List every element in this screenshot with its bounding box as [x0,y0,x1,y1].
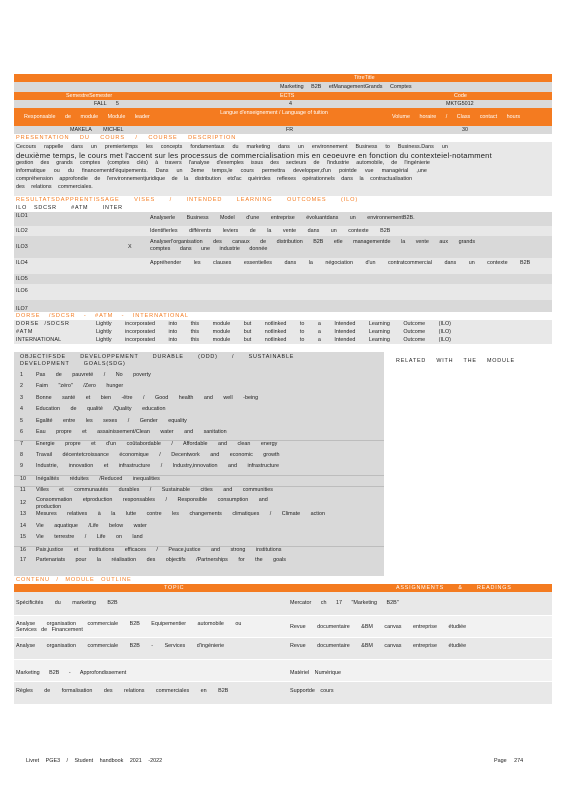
responsable-value-row [14,126,552,134]
code-label: Code [454,93,467,99]
responsable-value: MAKELA MICHEL [70,127,124,133]
ilo-col-label: ILO [16,205,28,211]
ilo-mark: X [128,244,132,250]
volume-value: 30 [462,127,468,133]
sdg-text: Vie terrestre / Life on land [36,534,143,541]
sdg-block [14,352,552,576]
content-topic: Analyse organisation commerciale B2B - Services d'ingénierie [16,643,225,649]
code-value: MKTG5012 [446,101,474,107]
sdg-goals-column [14,352,384,576]
content-topic: Marketing B2B - Approfondissement [16,670,127,676]
content-row [14,616,552,638]
presentation-line-2: deuxième temps, le cours met l'accent sur les processus de commercialisation mis en ceoeuvre en fonction du contexteiel-notamment [16,151,492,160]
sdg-number: 12 [20,500,26,507]
presentation-line-4: informatique ou du financementd'équipements. Dans un 3eme temps,le cours permettra developper,d'un pointde vue managérial ,une [16,168,427,174]
sdg-item [14,406,384,417]
header-top-spacer [14,66,552,74]
ilo-text: Appréhender les clauses essentielles dans la négociation d'un contratcommercial dans un contexte B2B [150,260,531,266]
sdg-text: Consommation etproduction responsables / Responsible consumption and [36,497,268,504]
dorse-text: Lightly incorporated into this module but notlinked to a Intended Learning Outcome (ILO) [96,321,451,327]
ilo-heading-row [14,196,552,204]
ilo-heading: RESULTATSDAPPRENTISSAGE VISES / INTENDED LEARNING OUTCOMES (ILO) [16,197,359,203]
content-topic: Analyse organisation commerciale B2B Equipementier automobile ou [16,621,242,627]
topic-label: TOPIC [164,585,185,591]
title-value-row [14,82,552,92]
ilo-id: ILO4 [16,260,28,266]
dorse-label: DORSE /SDCSR [16,321,70,327]
footer-page-number: Page 274 [494,758,524,764]
dorse-row [14,336,552,344]
sdg-text: Partenariats pour la réalisation des objectifs /Partnerships for the goals [36,557,286,563]
content-assign: Supportde cours [290,688,334,694]
sdg-number: 9 [20,463,23,470]
dorse-text: Lightly incorporated into this module but notlinked to a Intended Learning Outcome (ILO) [96,337,451,343]
content-row [14,592,552,616]
ilo-row [14,274,552,284]
ilo-row [14,226,552,236]
sdg-item [14,395,384,406]
presentation-line-3: gestion des grands comptes (comptes clés) à travers l'analyse d'exemples issus des secteurs de l'industrie automobile, de l'ingénierie [16,160,430,166]
content-assign: Mercator ch 17 "Marketing B2B" [290,600,399,606]
assignments-label: ASSIGNMENTS & READINGS [396,585,512,591]
ilo-row [14,236,552,258]
sdg-number: 3 [20,394,23,401]
sdg-item [14,418,384,429]
ilo-row [14,300,552,312]
ilo-id: ILO7 [16,306,28,312]
semester-value-row [14,100,552,108]
content-row [14,638,552,660]
presentation-line-5: compréhension approfondie de l'environnementjuridique de la distribution etd'ac quérirdes reflexes opérationnels dans la contractualisation [16,176,413,182]
presentation-heading-row [14,134,552,142]
content-heading: CONTENU / MODULE OUTLINE [16,577,132,583]
ilo-text: Identifierles différents leviers de la vente dans un contexte B2B [150,228,391,234]
content-row [14,682,552,704]
presentation-line-6: des relations commerciales. [16,184,93,190]
course-sheet [14,66,552,704]
sdg-number: 1 [20,372,23,378]
sdg-text: Egalité entre les sexes / Gender equality [36,417,187,424]
sdg-item [14,523,384,534]
dorse-row [14,328,552,336]
sdg-text: Faim "zéro" /Zero hunger [36,383,124,390]
sdg-number: 6 [20,429,23,435]
sdg-number: 10 [20,475,26,482]
ects-label: ECTS [280,93,295,99]
sdg-number: 8 [20,451,23,458]
sdg-item [14,497,384,511]
ilo-row [14,212,552,226]
sdg-item [14,429,384,440]
dorse-label: #ATM [16,329,34,335]
semester-value: FALL 5 [94,101,119,107]
course-title: Marketing B2B etManagementGrands Comptes [280,84,412,90]
content-topic-cont: Services de Financement [16,627,83,633]
sdg-number: 4 [20,406,23,413]
content-assign: Revue documentaire &BM canvas entreprise étudiée [290,624,467,630]
sdg-item [14,557,384,568]
dorse-label: INTERNATIONAL [16,337,62,343]
content-assign: Matériel Numérique [290,670,342,676]
content-heading-row [14,576,552,584]
dorse-text: Lightly incorporated into this module but notlinked to a Intended Learning Outcome (ILO) [96,329,451,335]
sdg-text: Mesures relatives à la lutte contre les changements climatiques / Climate action [36,511,325,518]
sdg-spacer [14,344,552,352]
dorse-heading-row [14,312,552,320]
ilo-id: ILO1 [16,213,28,219]
sdg-text: Education de qualité /Quality education [36,406,166,413]
content-table [14,592,552,704]
sdg-related-label: RELATED WITH THE MODULE [396,358,515,364]
sdg-number: 11 [20,487,26,493]
dorse-heading: DORSE /SDCSR - #ATM - INTERNATIONAL [16,313,189,319]
presentation-heading: PRESENTATION DU COURS / COURSE DESCRIPTION [16,135,237,141]
sdg-item [14,463,384,474]
footer-handbook: Livret PGE3 / Student handbook 2021 -2022 [26,758,163,764]
ects-value: 4 [289,101,292,107]
presentation-body [14,142,552,196]
content-row [14,660,552,682]
sdg-heading-2: DEVELOPMENT GOALS(SDG) [20,361,126,367]
ilo-row [14,284,552,300]
sdg-number: 16 [20,546,26,553]
semester-label: SemestreSemester [66,93,113,99]
ilo-id: ILO6 [16,288,28,294]
sdg-number: 7 [20,441,23,448]
ilo-id: ILO3 [16,244,28,250]
ilo-id: ILO2 [16,228,28,234]
sdg-number: 13 [20,511,26,518]
sdg-text: Inégalités réduites /Reduced inequalities [36,475,160,482]
sdg-text: Paix,justice et institutions efficaces / Peace,justice and strong institutions [36,546,282,553]
sdg-text: Eau propre et assainissement/Clean water and sanitation [36,429,227,435]
sdg-number: 15 [20,534,26,541]
responsable-label: Responsable de module Module leader [24,114,150,120]
language-label: Langue d'enseignement / Language of tuition [220,110,328,116]
semester-label-row [14,92,552,100]
volume-label: Volume horaire / Class contact hours [392,114,521,120]
ilo-column-header [14,204,552,212]
presentation-line-1: Cecours rappelle dans un premiertemps les concepts fondamentaux du marketing dans un environnement Business to Business.Dans un [16,144,448,150]
ilo-text: Analyserle Business Model d'une entreprise évoluantdans un environnementB2B. [150,215,415,221]
sdg-number: 17 [20,557,26,563]
sdg-item [14,534,384,545]
ilo-table [14,212,552,312]
title-label-row [14,74,552,82]
content-column-header [14,584,552,592]
ilo-row [14,258,552,274]
sdg-number: 5 [20,417,23,424]
sdg-item [14,452,384,463]
sdg-heading-1: OBJECTIFSDE DEVELOPPEMENT DURABLE (ODD) / SUSTAINABLE [20,354,295,360]
title-label: TitreTitle [354,75,375,81]
sdg-text: Vie aquatique /Life below water [36,522,147,529]
sdg-text: Energie propre et d'un coûtabordable / Affordable and clean energy [36,441,278,448]
sdg-item [14,372,384,383]
sdg-item [14,511,384,522]
sdg-number: 14 [20,522,26,529]
sdg-text: Industrie, innovation et infrastructure / Industry,innovation and infrastructure [36,463,279,470]
sdg-text: Travail décentetcroissance économique / Decentwork and economic growth [36,451,280,458]
sdg-number: 2 [20,383,23,390]
responsable-label-row [14,108,552,126]
ilo-text-cont: comptes dans une industrie donnée [150,246,268,252]
sdg-item [14,383,384,394]
sdg-text: Villes et communautés durables / Sustainable cities and communities [36,487,273,493]
content-topic: Spécificités du marketing B2B [16,600,118,606]
ilo-text: Analyserl'organisation des canaux de distribution B2B etle managementde la vente aux grands [150,239,476,245]
sdg-text: Pas de pauvreté / No poverty [36,372,151,378]
ilo-tags-label: SDCSR #ATM INTER [34,205,123,211]
language-value: FR [286,127,294,133]
content-assign: Revue documentaire &BM canvas entreprise étudiée [290,643,467,649]
sdg-related-column [384,352,552,576]
ilo-id: ILO5 [16,276,28,282]
content-topic: Règles de formalisation des relations commerciales en B2B [16,688,229,694]
dorse-row [14,320,552,328]
sdg-text: Bonne santé et bien -être / Good health and well -being [36,394,259,401]
sdg-text-cont: production [36,503,62,510]
